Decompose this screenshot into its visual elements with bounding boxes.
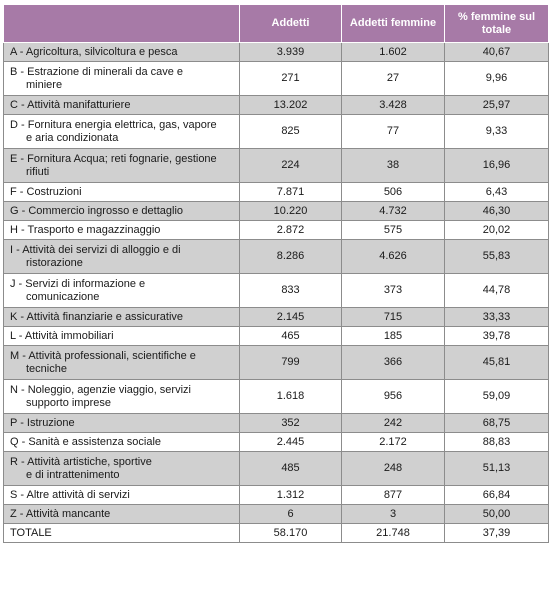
percent-femmine-cell: 39,78: [445, 327, 549, 346]
percent-femmine-cell: 37,39: [445, 524, 549, 543]
sector-label: J - Servizi di informazione e: [10, 277, 146, 290]
addetti-cell: 7.871: [240, 183, 342, 202]
addetti-femmine-cell: 877: [342, 486, 445, 505]
table-row: [4, 505, 549, 524]
sector-label-cont: supporto imprese: [26, 396, 111, 409]
percent-femmine-cell: 33,33: [445, 308, 549, 327]
addetti-cell: 6: [240, 505, 342, 524]
table-body: [4, 43, 549, 543]
addetti-cell: 833: [240, 274, 342, 308]
sector-cell: [4, 62, 240, 96]
table-row: [4, 115, 549, 149]
percent-femmine-cell: 6,43: [445, 183, 549, 202]
addetti-cell: 2.145: [240, 308, 342, 327]
addetti-cell: 799: [240, 346, 342, 380]
sector-cell: [4, 433, 240, 452]
sector-label: M - Attività professionali, scientifiche e: [10, 349, 196, 362]
addetti-cell: 485: [240, 452, 342, 486]
table-row: [4, 486, 549, 505]
percent-femmine-cell: 68,75: [445, 414, 549, 433]
percent-femmine-cell: 40,67: [445, 43, 549, 62]
sector-cell: [4, 221, 240, 240]
sector-label: G - Commercio ingrosso e dettaglio: [10, 204, 184, 217]
addetti-femmine-cell: 956: [342, 380, 445, 414]
sector-label: K - Attività finanziarie e assicurative: [10, 310, 184, 323]
table-row: [4, 240, 549, 274]
addetti-cell: 3.939: [240, 43, 342, 62]
addetti-cell: 58.170: [240, 524, 342, 543]
addetti-femmine-cell: 21.748: [342, 524, 445, 543]
sector-label: N - Noleggio, agenzie viaggio, servizi: [10, 383, 191, 396]
percent-femmine-cell: 9,96: [445, 62, 549, 96]
sector-cell: [4, 202, 240, 221]
sector-cell: [4, 96, 240, 115]
percent-femmine-cell: 88,83: [445, 433, 549, 452]
table-row: [4, 433, 549, 452]
addetti-femmine-cell: 185: [342, 327, 445, 346]
sector-cell: [4, 115, 240, 149]
addetti-femmine-cell: 38: [342, 149, 445, 183]
addetti-femmine-cell: 373: [342, 274, 445, 308]
addetti-cell: 2.445: [240, 433, 342, 452]
header-percent-femmine: % femmine sul totale: [445, 5, 549, 43]
sector-label-cont: tecniche: [26, 362, 67, 375]
addetti-cell: 1.618: [240, 380, 342, 414]
sector-cell: [4, 505, 240, 524]
addetti-cell: 224: [240, 149, 342, 183]
percent-femmine-cell: 44,78: [445, 274, 549, 308]
addetti-femmine-cell: 1.602: [342, 43, 445, 62]
percent-femmine-cell: 16,96: [445, 149, 549, 183]
percent-femmine-cell: 51,13: [445, 452, 549, 486]
percent-femmine-cell: 59,09: [445, 380, 549, 414]
header-addetti: Addetti: [240, 5, 342, 43]
table-row: [4, 183, 549, 202]
sector-label-cont: e di intrattenimento: [26, 468, 120, 481]
addetti-cell: 1.312: [240, 486, 342, 505]
addetti-cell: 2.872: [240, 221, 342, 240]
addetti-femmine-cell: 366: [342, 346, 445, 380]
sector-label: A - Agricoltura, silvicoltura e pesca: [10, 45, 178, 58]
sector-label: F - Costruzioni: [10, 185, 82, 198]
addetti-femmine-cell: 3.428: [342, 96, 445, 115]
sector-label: R - Attività artistiche, sportive: [10, 455, 152, 468]
sector-label: C - Attività manifatturiere: [10, 98, 131, 111]
table-row: [4, 452, 549, 486]
table-header-row: [4, 5, 549, 43]
addetti-femmine-cell: 4.732: [342, 202, 445, 221]
sector-label: B - Estrazione di minerali da cave e: [10, 65, 184, 78]
addetti-cell: 13.202: [240, 96, 342, 115]
table-row: [4, 274, 549, 308]
sector-cell: [4, 43, 240, 62]
addetti-cell: 10.220: [240, 202, 342, 221]
percent-femmine-cell: 45,81: [445, 346, 549, 380]
sector-label-cont: e aria condizionata: [26, 131, 119, 144]
percent-femmine-cell: 46,30: [445, 202, 549, 221]
sector-label-cont: miniere: [26, 78, 63, 91]
addetti-femmine-cell: 242: [342, 414, 445, 433]
percent-femmine-cell: 20,02: [445, 221, 549, 240]
sector-label-cont: rifiuti: [26, 165, 50, 178]
sector-cell: [4, 346, 240, 380]
sector-cell: [4, 240, 240, 274]
sector-cell: [4, 414, 240, 433]
sector-label: Q - Sanità e assistenza sociale: [10, 435, 162, 448]
sector-cell: [4, 308, 240, 327]
sector-label: P - Istruzione: [10, 416, 75, 429]
addetti-femmine-cell: 77: [342, 115, 445, 149]
sector-label-cont: ristorazione: [26, 256, 83, 269]
addetti-cell: 825: [240, 115, 342, 149]
sector-label: S - Altre attività di servizi: [10, 488, 130, 501]
percent-femmine-cell: 50,00: [445, 505, 549, 524]
sector-cell: [4, 274, 240, 308]
sector-label: L - Attività immobiliari: [10, 329, 114, 342]
table-row: [4, 221, 549, 240]
sector-cell: [4, 486, 240, 505]
sector-cell: [4, 149, 240, 183]
sector-cell: [4, 524, 240, 543]
table-row: [4, 414, 549, 433]
sector-cell: [4, 452, 240, 486]
table-row: [4, 149, 549, 183]
sector-cell: [4, 380, 240, 414]
table-row: [4, 380, 549, 414]
addetti-cell: 8.286: [240, 240, 342, 274]
percent-femmine-cell: 55,83: [445, 240, 549, 274]
addetti-femmine-cell: 506: [342, 183, 445, 202]
sector-label: D - Fornitura energia elettrica, gas, vapore: [10, 118, 217, 131]
table-row: [4, 327, 549, 346]
sector-label: Z - Attività mancante: [10, 507, 111, 520]
sector-cell: [4, 183, 240, 202]
header-addetti-femmine: Addetti femmine: [342, 5, 445, 43]
sector-cell: [4, 327, 240, 346]
percent-femmine-cell: 66,84: [445, 486, 549, 505]
addetti-femmine-cell: 248: [342, 452, 445, 486]
table-row: [4, 96, 549, 115]
addetti-femmine-cell: 2.172: [342, 433, 445, 452]
sector-label-cont: comunicazione: [26, 290, 100, 303]
table-row: [4, 346, 549, 380]
sector-label: TOTALE: [10, 526, 52, 539]
employment-table: [3, 4, 549, 543]
addetti-cell: 271: [240, 62, 342, 96]
addetti-cell: 465: [240, 327, 342, 346]
percent-femmine-cell: 25,97: [445, 96, 549, 115]
table-row: [4, 43, 549, 62]
addetti-femmine-cell: 4.626: [342, 240, 445, 274]
sector-label: E - Fornitura Acqua; reti fognarie, gestione: [10, 152, 217, 165]
addetti-femmine-cell: 3: [342, 505, 445, 524]
table-row: [4, 62, 549, 96]
addetti-cell: 352: [240, 414, 342, 433]
sector-label: H - Trasporto e magazzinaggio: [10, 223, 161, 236]
table-row: [4, 202, 549, 221]
addetti-femmine-cell: 27: [342, 62, 445, 96]
sector-label: I - Attività dei servizi di alloggio e di: [10, 243, 181, 256]
header-sector: [4, 5, 240, 43]
addetti-femmine-cell: 715: [342, 308, 445, 327]
addetti-femmine-cell: 575: [342, 221, 445, 240]
table-row: [4, 524, 549, 543]
percent-femmine-cell: 9,33: [445, 115, 549, 149]
table-row: [4, 308, 549, 327]
